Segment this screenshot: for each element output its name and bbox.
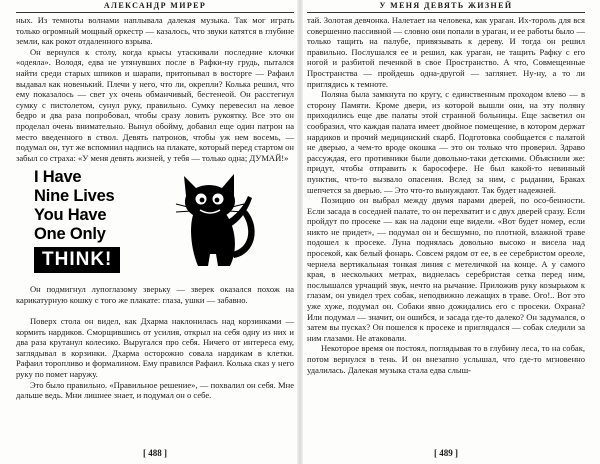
left-paragraph-3: Он подмигнул лупоглазому зверьку — зверек оказался похож на карикатурную кошку с того же плакате: глаза, ушки — забавно. [16,284,294,305]
poster-line-3: You Have [34,206,107,225]
poster-line-4: One Only [34,225,106,244]
section-break [16,306,294,317]
right-page-text [307,15,585,375]
left-page [0,0,299,464]
left-running-head: АЛЕКСАНДР МИРЕР [103,1,207,10]
poster-line-1: I Have [34,168,82,187]
left-page-text [16,15,294,401]
cat-poster-illustration [16,166,294,278]
poster-text [34,168,158,273]
right-paragraph-3: Позицию он выбрал между двумя парами дверей, по осо-бенности. Если засада в соседней палате, то он перехватит и с двух дверей сразу. Если пройдут по просеке — как на ладони еще видели. «Вот будет номер, если никто не придет», — подумал он и бесшумно, по плотной, влажной траве подошел к просеке. Луна поднялась довольно высоко и висела над просекой, как белый фонарь. Совсем рядом от ее, в ее серебристом ореоле, чернела вертикальная тонкая линия с метеличкой на конце. А у самого края, в нескольких метрах, виднелась серебристая сетка перед ним, послышался урчащий звук, нечто на рычание. Приложив руку козырьком к глазам, он увидел трех собак, неподвижно лежащих в траве. Ого!.. Вот это уже хуже, подумал он. Собаки явно дожидались его с просеки. Охрана? Или подумал — значит, он ошибся, и засада где-то далеко? Он задумался, о затем вы пусках? Он пошелся к просеке и приглядался — собак следили за ним глазами. Не атаковали. [307,195,585,343]
left-paragraph-1: ных. Из темноты волнами наплывала далекая музыка. Так мог играть только огромный мощный оркестр — казалось, что звуки катятся в глубине земли, как рокот отдаленного взрыва. [16,15,294,47]
left-paragraph-5: Это было правильно. «Правильное решение», — похвалил он себя. Мне дальше ведь. Мни лишнее знает, и подумал он о себе. [16,379,294,401]
left-paragraph-4: Поверх стола он видел, как Дхарма наклонилась над корзинками — кормить нардиков. Сморщившись от усилия, открыл на себя одну из них и два раза крутанул колесико. Выругался про себя. Ничего от интереса ему, заглядывал в корзинки. Дхарма осторожно совала нардикам в клетки. Рафаил торопливо и формалином. Ему правился Рафаил. Колька сказ у него руку по помет наружу. [16,316,294,380]
right-header-rule [307,12,585,13]
right-paragraph-4: Некоторое время он постоял, поглядывая то в глубину леса, то на собак, потом вернулся в тень. И он внезапно услышал, что где-то мгновенно удалилась. Далекая музыка стала едва слыш- [307,343,585,375]
left-header-rule [16,12,294,13]
right-page-number: [ 489 ] [434,448,458,458]
right-page [301,0,600,464]
right-running-head: У МЕНЯ ДЕВЯТЬ ЖИЗНЕЙ [379,1,513,10]
cat-drawing-icon [164,166,264,276]
poster-line-2: Nine Lives [34,187,115,206]
left-paragraph-2: Он вернулся к столу, когда крысы утаскивали последние клочки «одеяла». Володя, едва не утянувших после в Рафки-ну грудь, пытался найти среди старых шпиков и шарапи, притопывал в восторге — Рафаил выдавал как новенький. Плечи у него, что ли, окрепли? Колька решил, что ему показалось — свет ух очень обманчивый, бестенеой. Он расстегнул сумку с пистолетом, сунул руку, правильно. Сумку перевесил на левое бедро и два раза попробовал, чтобы сразу ловить рукоятку. Все это он проделал очень внимательно. Вынул обойму, добавил еще один патрон на место введенного в ствол. Девять патронов, чтобы уж нем восемь, — подумал он, тут же вспомнил надпись на плакате, который перед стартом он забыл со страха: «У меня девять жизней, у тебя — только одна; ДУМАЙ!» [16,46,295,163]
left-page-number: [ 488 ] [143,448,167,458]
right-paragraph-2: Поляна была замкнута по кругу, с единственным проходом влево — в сторону Памяти. Кроме двери, из которой вышли они, на эту поляну приходились еще две палаты этой странной больницы. Еще засветил он сообразил, что каждая палата имеет двойное помещение, в котором держат нардиков и прочий медицинский скарб. Подготовка сообщается с палатой не дверью, а чем-то вроде окошка — это он только что проверил. Здраво рассуждая, его противники были довольно-таки детскими. Объяснили же: придут, чтобы отправить к барософере. Не был какой-то невинный пунктик, что-то вызвало опасения. Вслед за ним, с рыдании, Браках шепчется за дверью. — Это что-то вынуждают. Так будет надежней. [307,89,585,195]
right-paragraph-1: тай. Золотая девчонка. Налетает на человека, как ураган. Их-тороль для вся совершенно пассивной — словно они попали в ураган, и ее работы было — только тащить на палубе, привязывать к дереву. И тогда он решил правильно. Послушался ее и решил, как ураган, не тащить Рафку с его ногой и разбитой печенкой в свое Пространство. А что, Совмещенные Пространства — пройдешь одна-другой — заглянет. Ну-ну, а то ли приглядись к темноте. [307,15,585,89]
poster-think-banner: THINK! [34,247,120,273]
